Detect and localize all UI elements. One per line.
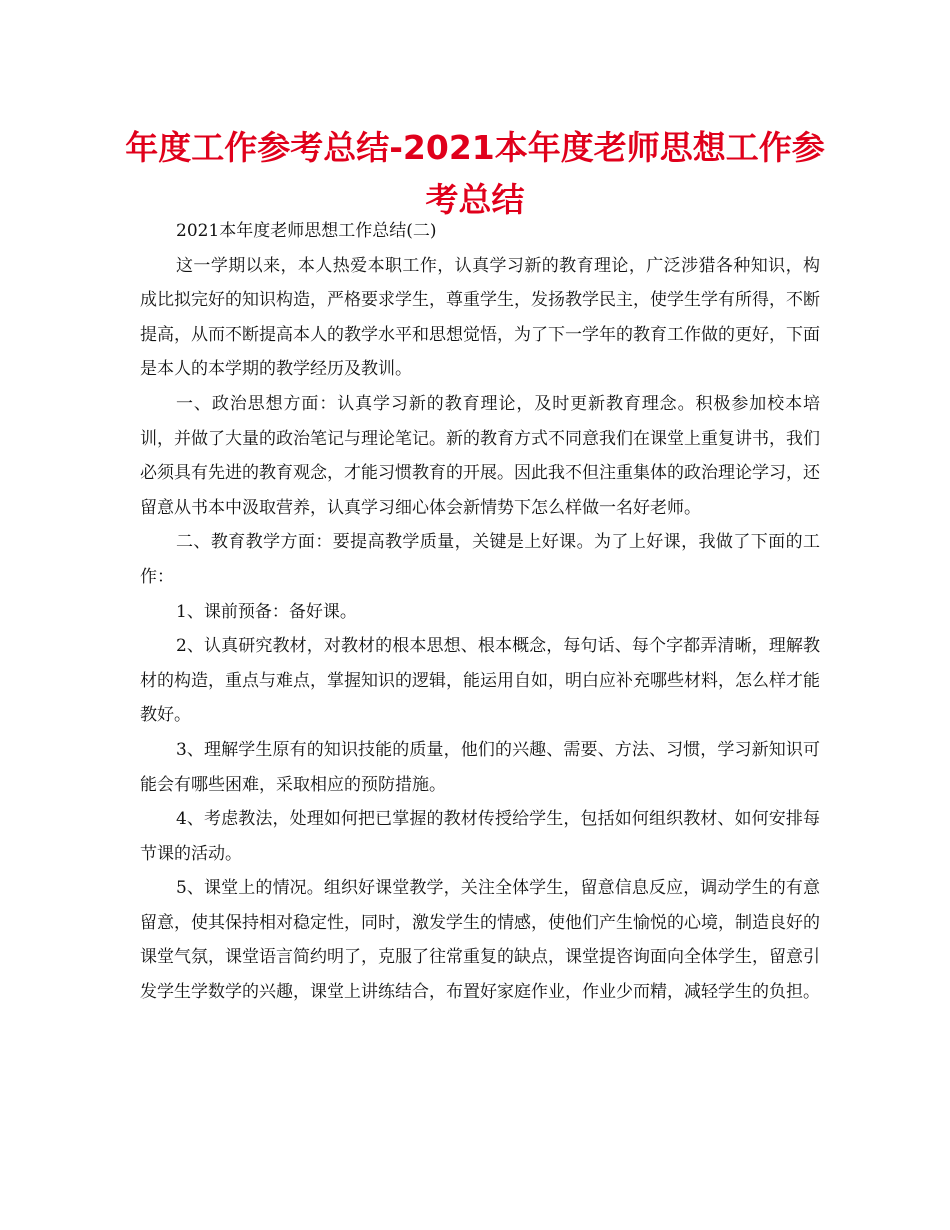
- list-item-4: 4、考虑教法，处理如何把已掌握的教材传授给学生，包括如何组织教材、如何安排每节课的活动。: [140, 809, 820, 864]
- list-item-1: 1、课前预备：备好课。: [176, 601, 357, 622]
- politics-paragraph: 一、政治思想方面：认真学习新的教育理论，及时更新教育理念。积极参加校本培训，并做了大量的政治笔记与理论笔记。新的教育方式不同意我们在课堂上重复讲书，我们必须具有先进的教育观念，才能习惯教育的开展。因此我不但注重集体的政治理论学习，还留意从书本中汲取营养，认真学习细心体会新情势下怎么样做一名好老师。: [140, 393, 820, 518]
- teaching-paragraph: 二、教育教学方面：要提高教学质量，关键是上好课。为了上好课，我做了下面的工作：: [140, 532, 820, 587]
- list-item-3: 3、理解学生原有的知识技能的质量，他们的兴趣、需要、方法、习惯，学习新知识可能会有哪些困难，采取相应的预防措施。: [140, 739, 820, 795]
- document-body: [140, 214, 820, 1010]
- list-item-2: 2、认真研究教材，对教材的根本思想、根本概念，每句话、每个字都弄清晰，理解教材的构造，重点与难点，掌握知识的逻辑，能运用自如，明白应补充哪些材料，怎么样才能教好。: [140, 636, 820, 726]
- intro-paragraph: 这一学期以来，本人热爱本职工作，认真学习新的教育理论，广泛涉猎各种知识，构成比拟完好的知识构造，严格要求学生，尊重学生，发扬教学民主，使学生学有所得，不断提高，从而不断提高本人的教学水平和思想觉悟，为了下一学年的教育工作做的更好，下面是本人的本学期的教学经历及教训。: [140, 255, 820, 380]
- list-item-5: 5、课堂上的情况。组织好课堂教学，关注全体学生，留意信息反应，调动学生的有意留意，使其保持相对稳定性，同时，激发学生的情感，使他们产生愉悦的心境，制造良好的课堂气氛，课堂语言简约明了，克服了往常重复的缺点，课堂提咨询面向全体学生，留意引发学生学数学的兴趣，课堂上讲练结合，布置好家庭作业，作业少而精，减轻学生的负担。: [140, 878, 820, 1003]
- subtitle-paragraph: 2021本年度老师思想工作总结(二): [176, 221, 437, 241]
- document-title: 年度工作参考总结-2021本年度老师思想工作参考总结: [125, 128, 825, 219]
